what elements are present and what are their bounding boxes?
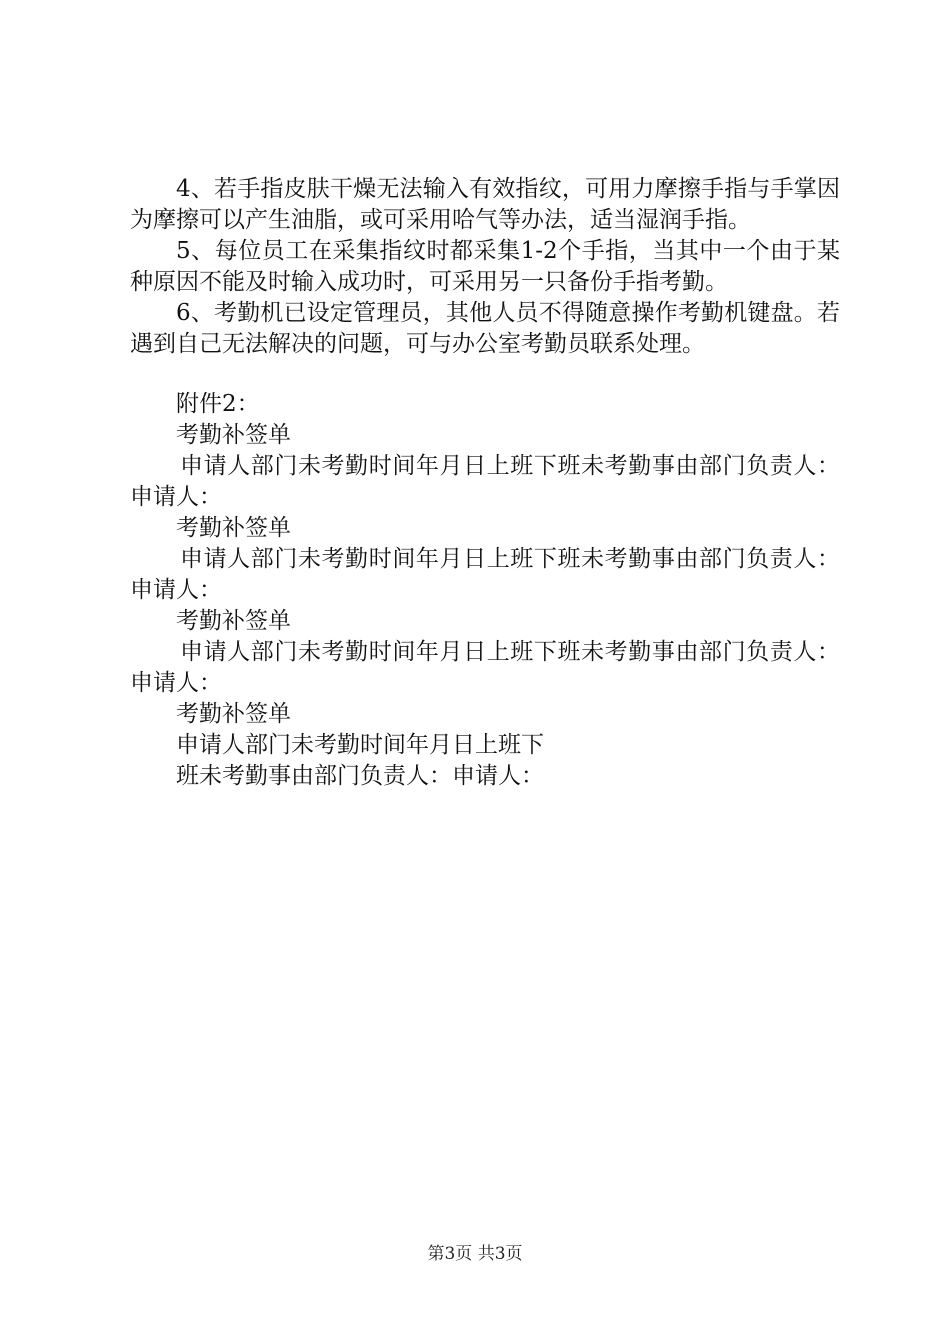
attachment-label: 附件2： — [176, 391, 260, 417]
form-body: 申请人部门未考勤时间年月日上班下班未考勤事由部门负责人：申请人： — [130, 453, 840, 510]
paragraph-6: 6、考勤机已设定管理员，其他人员不得随意操作考勤机键盘。若遇到自己无法解决的问题，可与办公室考勤员联系处理。 — [130, 300, 840, 357]
form-title: 考勤补签单 — [176, 608, 291, 634]
form-body: 申请人部门未考勤时间年月日上班下班未考勤事由部门负责人：申请人： — [130, 546, 840, 603]
page-number-footer: 第3页 共3页 — [427, 1244, 523, 1264]
form-title: 考勤补签单 — [176, 422, 291, 448]
paragraph-5: 5、每位员工在采集指纹时都采集1-2个手指，当其中一个由于某种原因不能及时输入成功时，可采用另一只备份手指考勤。 — [130, 238, 840, 295]
paragraph-4: 4、若手指皮肤干燥无法输入有效指纹，可用力摩擦手指与手掌因为摩擦可以产生油脂，或可采用哈气等办法，适当湿润手指。 — [130, 176, 840, 233]
form-title: 考勤补签单 — [176, 515, 291, 541]
form-body: 申请人部门未考勤时间年月日上班下班未考勤事由部门负责人：申请人： — [130, 639, 840, 696]
form-body-line: 班未考勤事由部门负责人：申请人： — [176, 763, 544, 789]
document-body — [130, 174, 840, 792]
form-body-line: 申请人部门未考勤时间年月日上班下 — [176, 732, 544, 758]
form-title: 考勤补签单 — [176, 701, 291, 727]
paragraph-spacer — [130, 360, 840, 389]
